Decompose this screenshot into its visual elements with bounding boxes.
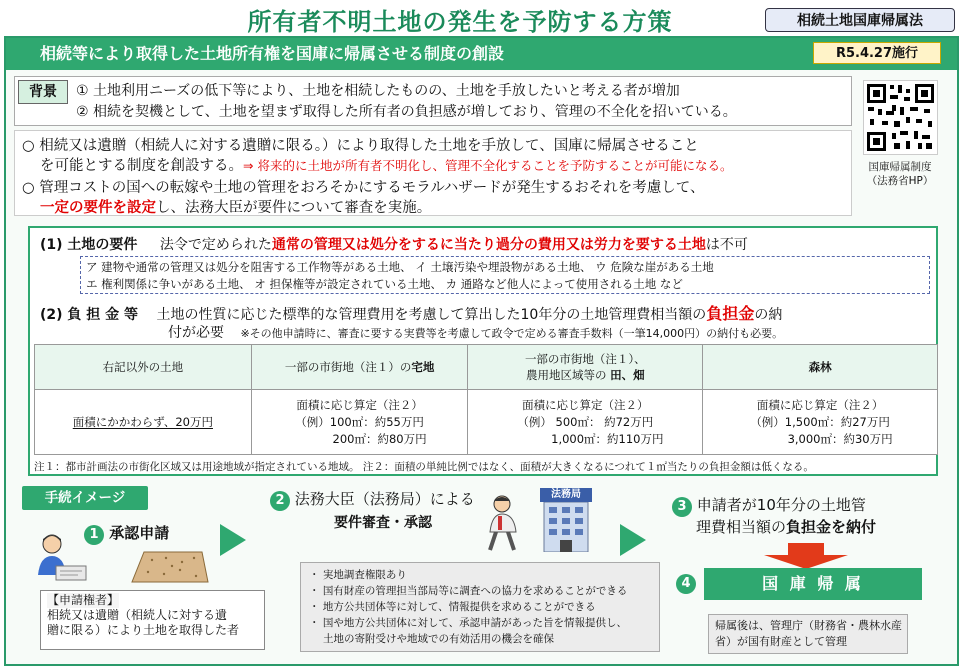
page-title: 所有者不明土地の発生を予防する方策 [247, 8, 673, 36]
law-name-badge: 相続土地国庫帰属法 [765, 8, 955, 32]
point-1-result: ⇒ 将来的に土地が所有者不明化し、管理不全化することを予防することが可能になる。 [243, 158, 733, 173]
step-2-number: 2 [270, 491, 290, 511]
fee-table-header-row [35, 345, 938, 390]
arrow-down-icon [758, 543, 854, 569]
arrow-right-icon [620, 524, 646, 556]
fee-requirement-note: ※その他申請時に、審査に要する実費等を考慮して政令で定める審査手数料（一筆14,000円）の納付も必要。 [240, 327, 784, 340]
land-requirement-text-b: は不可 [705, 237, 748, 253]
excluded-land-line-2: エ 権利関係に争いがある土地、 オ 担保権等が設定されている土地、 カ 通路など他人によって使用される土地 など [86, 277, 683, 291]
fee-value-farmland-line-3: 1,000㎡：約110万円 [551, 431, 664, 446]
arrow-right-icon [220, 524, 246, 556]
national-treasury-box: 国 庫 帰 属 [704, 568, 922, 600]
step-2-label-a: 法務大臣（法務局）による [294, 490, 475, 508]
fee-requirement-emphasis: 負担金 [706, 304, 755, 323]
fee-table-value-row [35, 390, 938, 455]
applicant-text-1: 相続又は遺贈（相続人に対する遺 [47, 608, 228, 622]
step-3 [672, 494, 866, 517]
fee-value-farmland-line-2: （例） 500㎡： 約72万円 [517, 414, 654, 429]
fee-col-farmland-line-1: 一部の市街地（注１）、 [524, 352, 646, 366]
qr-caption-line-1: 国庫帰属制度 [868, 161, 932, 173]
qr-caption [850, 160, 950, 188]
point-2-emphasis: 一定の要件を設定 [40, 200, 156, 216]
fee-value-forest-line-1: 面積に応じ算定（注２） [756, 397, 884, 412]
applicant-box [40, 590, 265, 650]
review-bullet-4: ・ 国や地方公共団体に対して、承認申請があった旨を情報提供し、 [309, 617, 628, 629]
fee-requirement-text-a: 土地の性質に応じた標準的な管理費用を考慮して算出した10年分の土地管理費相当額の [156, 307, 707, 323]
fee-value-other-land [35, 390, 252, 455]
step-3-line-2 [696, 516, 876, 537]
point-2-line-a: ○ 管理コストの国への転嫁や土地の管理をおろそかにするモラルハザードが発生するおそれを考慮して、 [22, 180, 705, 196]
qr-caption-line-2: （法務省HP） [866, 175, 934, 187]
fee-col-urban-residential-bold: 宅地 [411, 360, 435, 374]
review-bullet-3: ・ 地方公共団体等に対して、情報提供を求めることができる [309, 601, 596, 613]
fee-value-forest [703, 390, 938, 455]
point-1-line-b [40, 154, 732, 175]
fee-col-other-land: 右記以外の土地 [35, 345, 252, 390]
step-1-number: 1 [84, 525, 104, 545]
fee-col-farmland [468, 345, 703, 390]
step-3-label-a: 申請者が10年分の土地管 [696, 496, 866, 514]
step-4-number: 4 [676, 574, 696, 594]
applicant-person-icon [30, 530, 90, 590]
fee-notes: 注１：都市計画法の市街化区域又は用途地域が指定されている地域。 注２：面積の単純比例ではなく、面積が大きくなるにつれて１㎡当たりの負担金額は低くなる。 [34, 461, 814, 473]
point-2-text: し、法務大臣が要件について審査を実施。 [156, 200, 432, 216]
office-sign: 法務局 [540, 488, 592, 502]
fee-requirement-heading: (2) 負 担 金 等 [40, 307, 139, 323]
point-1-text: を可能とする制度を創設する。 [40, 158, 243, 174]
fee-value-forest-line-2: （例）1,500㎡：約27万円 [750, 414, 890, 429]
land-requirement-row [40, 234, 748, 254]
point-1-line-a: ○ 相続又は遺贈（相続人に対する遺贈に限る。）により取得した土地を手放して、国庫に帰属させること [22, 138, 699, 154]
step-3-number: 3 [672, 497, 692, 517]
after-transfer-note [708, 614, 908, 654]
fee-value-farmland [468, 390, 703, 455]
excluded-land-line-1: ア 建物や通常の管理又は処分を阻害する工作物等がある土地、 イ 土壌汚染や埋設物がある土地、 ウ 危険な崖がある土地 [86, 260, 714, 274]
land-requirement-text-a: 法令で定められた [159, 237, 272, 253]
effective-date-badge: R5.4.27施行 [813, 42, 941, 64]
fee-table [34, 344, 938, 455]
legal-affairs-office-icon [540, 488, 592, 552]
step-1-label: 承認申請 [109, 524, 170, 542]
step-4-number-wrap [676, 572, 696, 594]
fee-requirement-line-2: 付が必要 [168, 325, 224, 341]
fee-requirement-row-2 [168, 322, 783, 342]
step-3-label-b: 理費相当額の [696, 518, 787, 536]
fee-value-farmland-line-1: 面積に応じ算定（注２） [522, 397, 649, 412]
land-requirement-emphasis: 通常の管理又は処分をするに当たり過分の費用又は労力を要する土地 [271, 237, 706, 253]
fee-col-farmland-text: 農用地区域等の [525, 368, 607, 382]
land-plot-icon [130, 548, 210, 586]
point-2-line-b [40, 196, 431, 217]
step-3-label-bold: 負担金を納付 [786, 518, 877, 536]
fee-value-urban-line-3: 200㎡：約80万円 [332, 431, 427, 446]
step-2-label-b: 要件審査・承認 [334, 515, 432, 531]
section-banner: 相続等により取得した土地所有権を国庫に帰属させる制度の創設 [6, 38, 957, 70]
fee-value-urban-residential [251, 390, 468, 455]
fee-value-urban-line-1: 面積に応じ算定（注２） [296, 397, 423, 412]
review-details-box [300, 562, 660, 652]
fee-col-forest: 森林 [703, 345, 938, 390]
fee-col-farmland-line-2 [469, 367, 701, 383]
fee-value-urban-line-2: （例）100㎡：約55万円 [295, 414, 424, 429]
fee-value-forest-line-3: 3,000㎡：約30万円 [787, 431, 893, 446]
fee-value-other-land-text: 面積にかかわらず、20万円 [72, 415, 213, 429]
after-transfer-line-1: 帰属後は、管理庁（財務省・農林水産 [715, 619, 902, 632]
land-requirement-heading: (1) 土地の要件 [40, 237, 138, 253]
background-line-1: ① 土地利用ニーズの低下等により、土地を相続したものの、土地を手放したいと考える者が増加 [76, 83, 680, 99]
background-line-2: ② 相続を契機として、土地を望まず取得した所有者の負担感が増しており、管理の不全化を招いている。 [76, 104, 737, 120]
procedure-label: 手続イメージ [22, 486, 148, 510]
fee-col-urban-residential [251, 345, 468, 390]
fee-col-urban-residential-text: 一部の市街地（注１）の [284, 360, 412, 374]
after-transfer-line-2: 省）が国有財産として管理 [715, 635, 847, 648]
review-bullet-1: ・ 実地調査権限あり [309, 569, 407, 581]
applicant-title: 【申請権者】 [47, 593, 120, 607]
review-bullet-2: ・ 国有財産の管理担当部局等に調査への協力を求めることができる [309, 585, 628, 597]
fee-col-farmland-bold: 田、畑 [610, 368, 645, 382]
step-2 [270, 488, 475, 511]
step-1 [84, 522, 169, 545]
qr-code-icon[interactable] [863, 80, 938, 155]
fee-requirement-text-b: の納 [754, 307, 783, 323]
applicant-text-2: 贈に限る）により土地を取得した者 [47, 623, 240, 637]
official-person-icon [480, 492, 526, 554]
fee-requirement-row [40, 301, 782, 324]
review-bullet-5: 土地の寄附受けや地域での有効活用の機会を確保 [323, 633, 554, 645]
background-label: 背景 [18, 80, 68, 104]
